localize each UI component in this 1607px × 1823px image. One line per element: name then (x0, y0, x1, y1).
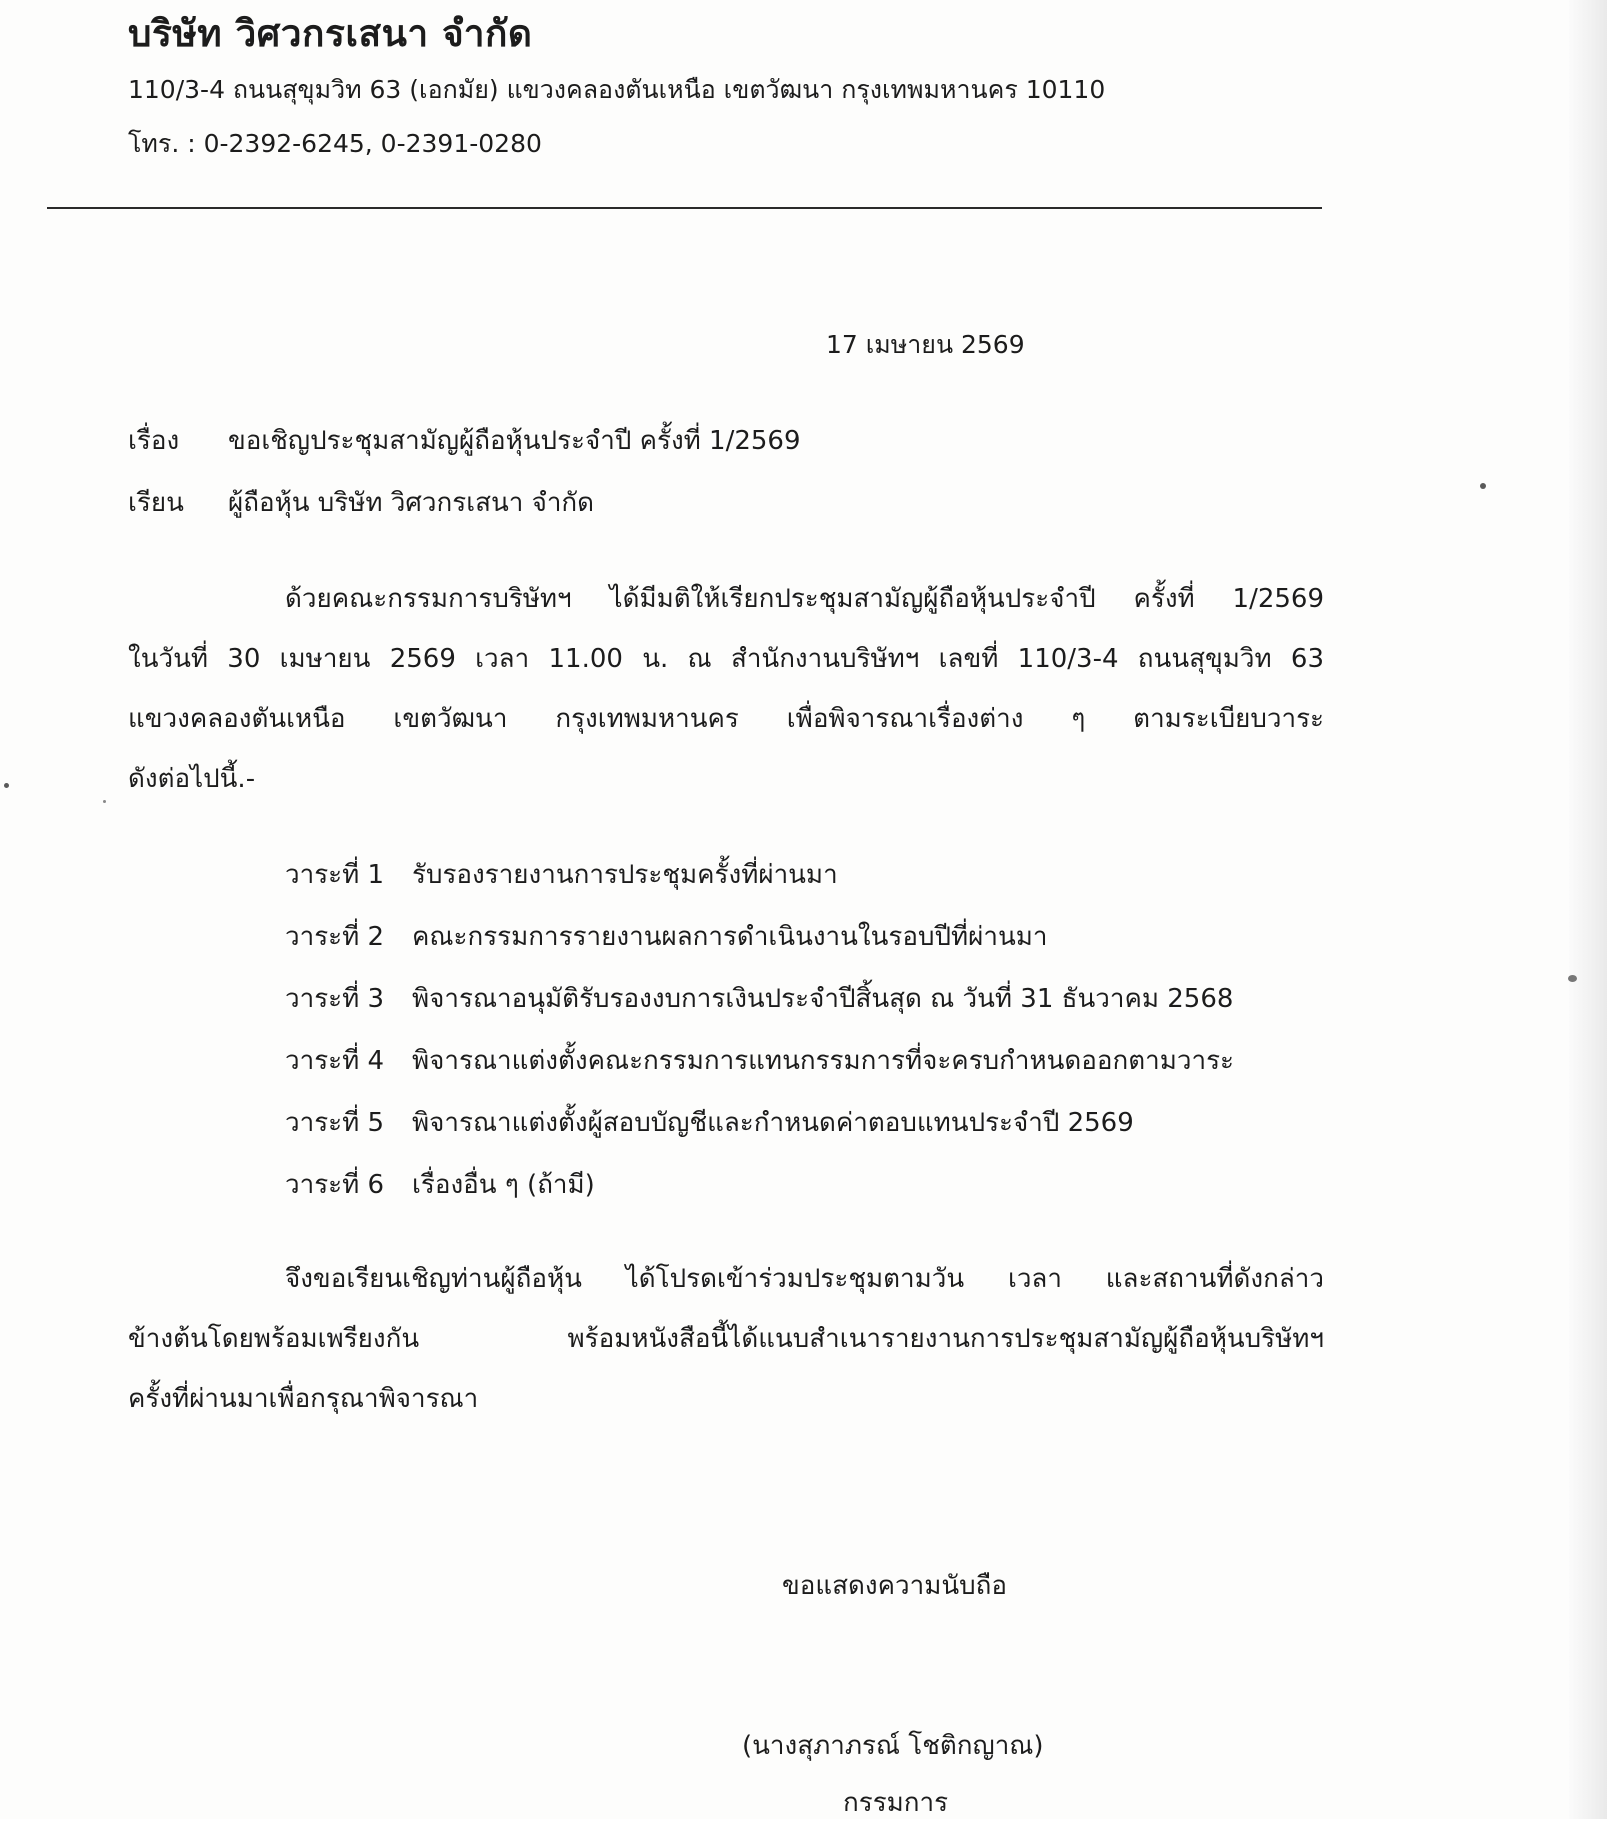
agenda-item-label: วาระที่ 1 (285, 860, 385, 890)
scan-speck (1568, 975, 1577, 982)
agenda-item-label: วาระที่ 4 (285, 1046, 385, 1076)
scan-speck (103, 800, 106, 803)
signer-position: กรรมการ (843, 1788, 949, 1818)
agenda-item-label: วาระที่ 3 (285, 984, 385, 1014)
paragraph-1-line: ในวันที่ 30 เมษายน 2569 เวลา 11.00 น. ณ สำนักงานบริษัทฯ เลขที่ 110/3-4 ถนนสุขุมวิท 63 (128, 644, 1324, 674)
agenda-item-text: พิจารณาแต่งตั้งคณะกรรมการแทนกรรมการที่จะครบกำหนดออกตามวาระ (412, 1046, 1235, 1076)
paragraph-1-line: ด้วยคณะกรรมการบริษัทฯ ได้มีมติให้เรียกประชุมสามัญผู้ถือหุ้นประจำปี ครั้งที่ 1/2569 (285, 584, 1324, 614)
agenda-item-text: พิจารณาอนุมัติรับรองงบการเงินประจำปีสิ้นสุด ณ วันที่ 31 ธันวาคม 2568 (412, 984, 1234, 1014)
agenda-item-text: รับรองรายงานการประชุมครั้งที่ผ่านมา (412, 860, 838, 890)
agenda-item-text: พิจารณาแต่งตั้งผู้สอบบัญชีและกำหนดค่าตอบแทนประจำปี 2569 (412, 1108, 1134, 1138)
agenda-item-label: วาระที่ 5 (285, 1108, 385, 1138)
agenda-item-label: วาระที่ 6 (285, 1170, 385, 1200)
agenda-item-label: วาระที่ 2 (285, 922, 385, 952)
agenda-item-text: คณะกรรมการรายงานผลการดำเนินงานในรอบปีที่ผ่านมา (412, 922, 1048, 952)
signer-name: (นางสุภาภรณ์ โชติกญาณ) (742, 1731, 1044, 1761)
subject-text: ขอเชิญประชุมสามัญผู้ถือหุ้นประจำปี ครั้งที่ 1/2569 (228, 426, 801, 456)
letter-date: 17 เมษายน 2569 (826, 330, 1025, 359)
subject-label: เรื่อง (128, 426, 180, 456)
paragraph-1-line: แขวงคลองตันเหนือ เขตวัฒนา กรุงเทพมหานคร เพื่อพิจารณาเรื่องต่าง ๆ ตามระเบียบวาระ (128, 704, 1324, 734)
recipient-text: ผู้ถือหุ้น บริษัท วิศวกรเสนา จำกัด (228, 488, 595, 518)
paragraph-2-line: จึงขอเรียนเชิญท่านผู้ถือหุ้น ได้โปรดเข้าร่วมประชุมตามวัน เวลา และสถานที่ดังกล่าว (285, 1264, 1324, 1294)
company-address: 110/3-4 ถนนสุขุมวิท 63 (เอกมัย) แขวงคลองตันเหนือ เขตวัฒนา กรุงเทพมหานคร 10110 (128, 75, 1106, 104)
scan-speck (1480, 483, 1486, 489)
scan-edge-shadow (1569, 0, 1607, 1819)
paragraph-2-line: ครั้งที่ผ่านมาเพื่อกรุณาพิจารณา (128, 1384, 479, 1414)
paragraph-2-line: ข้างต้นโดยพร้อมเพรียงกัน พร้อมหนังสือนี้ได้แนบสำเนารายงานการประชุมสามัญผู้ถือหุ้นบริษัทฯ (128, 1324, 1324, 1354)
letterhead-divider (47, 207, 1322, 209)
company-name: บริษัท วิศวกรเสนา จำกัด (128, 12, 533, 55)
closing-salutation: ขอแสดงความนับถือ (782, 1571, 1007, 1601)
company-phone: โทร. : 0-2392-6245, 0-2391-0280 (128, 129, 542, 158)
paragraph-1-line: ดังต่อไปนี้.- (128, 764, 256, 794)
scan-speck (4, 783, 9, 788)
agenda-item-text: เรื่องอื่น ๆ (ถ้ามี) (412, 1170, 595, 1200)
recipient-label: เรียน (128, 488, 184, 518)
